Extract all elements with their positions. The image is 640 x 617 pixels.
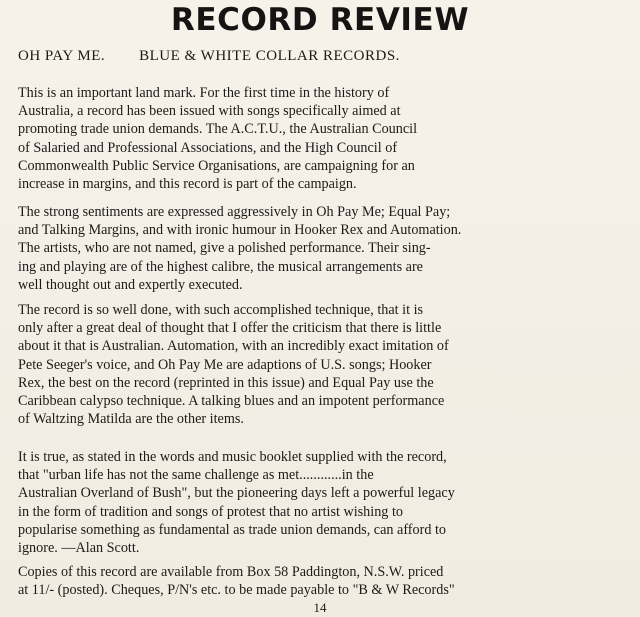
paragraph-line: The record is so well done, with such accomplished technique, that it is <box>18 302 424 318</box>
paragraph-line: in the form of tradition and songs of protest that no artist wishing to <box>18 503 403 520</box>
paragraph-line: that "urban life has not the same challenge as met............in the <box>18 467 374 484</box>
paragraph-line: The artists, who are not named, give a polished performance. Their sing- <box>18 240 431 257</box>
paragraph-line: Australia, a record has been issued with songs specifically aimed at <box>18 103 401 120</box>
paragraph-line: about it that is Australian. Automation, with an incredibly exact imitation of <box>18 338 449 355</box>
paragraph-line: It is true, as stated in the words and music booklet supplied with the record, <box>18 449 447 465</box>
paragraph-line: and Talking Margins, and with ironic humour in Hooker Rex and Automation. <box>18 222 462 239</box>
record-title: OH PAY ME. <box>18 48 106 64</box>
paragraph-intro <box>18 84 630 193</box>
paragraph-line: ing and playing are of the highest calibre, the musical arrangements are <box>18 258 423 275</box>
paragraph-line: increase in margins, and this record is part of the campaign. <box>18 176 357 193</box>
paragraph-line: Rex, the best on the record (reprinted in this issue) and Equal Pay use the <box>18 374 434 391</box>
paragraph-line: well thought out and expertly executed. <box>18 276 243 293</box>
paragraph-line: The strong sentiments are expressed aggressively in Oh Pay Me; Equal Pay; <box>18 204 451 220</box>
paragraph-line: of Waltzing Matilda are the other items. <box>18 411 244 428</box>
paragraph-line: of Salaried and Professional Associations, and the High Council of <box>18 139 398 156</box>
paragraph-tradition <box>18 448 630 557</box>
paragraph-line: promoting trade union demands. The A.C.T.U., the Australian Council <box>18 121 418 138</box>
paragraph-technique <box>18 301 630 428</box>
paragraph-line: Pete Seeger's voice, and Oh Pay Me are adaptions of U.S. songs; Hooker <box>18 356 432 373</box>
record-header <box>18 48 400 65</box>
page-title: RECORD REVIEW <box>170 2 470 38</box>
paragraph-line: Copies of this record are available from Box 58 Paddington, N.S.W. priced <box>18 564 444 580</box>
paragraph-sentiments <box>18 203 630 294</box>
paragraph-line: ignore. —Alan Scott. <box>18 540 140 557</box>
page-number: 14 <box>313 600 327 615</box>
record-label: BLUE & WHITE COLLAR RECORDS. <box>139 48 400 64</box>
paragraph-line: This is an important land mark. For the first time in the history of <box>18 85 390 101</box>
paragraph-copies <box>18 563 630 599</box>
paragraph-line: popularise something as fundamental as trade union demands, can afford to <box>18 521 447 538</box>
paragraph-line: at 11/- (posted). Cheques, P/N's etc. to be made payable to "B & W Records" <box>18 582 455 599</box>
paragraph-line: Caribbean calypso technique. A talking blues and an impotent performance <box>18 393 445 410</box>
paragraph-line: Commonwealth Public Service Organisations, are campaigning for an <box>18 157 415 174</box>
paragraph-line: only after a great deal of thought that I offer the criticism that there is little <box>18 320 442 337</box>
paragraph-line: Australian Overland of Bush", but the pioneering days left a powerful legacy <box>18 485 455 502</box>
